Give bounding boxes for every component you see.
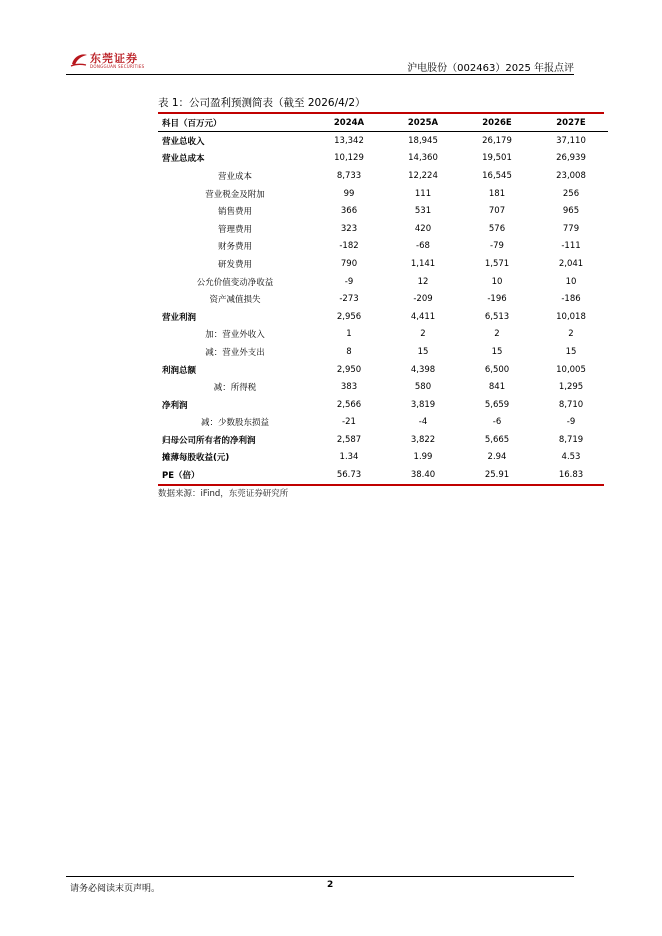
table-cell: 38.40 [410, 470, 436, 481]
row-label: 营业成本 [217, 171, 252, 182]
table-row [158, 396, 608, 414]
row-label: 加：营业外收入 [205, 330, 265, 341]
table-cell: 15 [491, 346, 503, 357]
table-cell: 16.83 [558, 470, 584, 481]
table-cell: 2,950 [336, 364, 362, 375]
table-cell: -209 [413, 294, 433, 305]
table-cell: 420 [414, 223, 432, 234]
row-label: 减：所得税 [213, 383, 257, 394]
table-cell: 2 [420, 329, 426, 340]
table-cell: 99 [343, 188, 355, 199]
table-cell: 8,733 [336, 170, 362, 181]
table-cell: 531 [414, 206, 432, 217]
table-cell: 2,587 [336, 434, 362, 445]
header-divider [66, 74, 574, 75]
row-label: 净利润 [162, 400, 188, 411]
table-cell: 2,566 [336, 399, 362, 410]
table-cell: -186 [561, 294, 581, 305]
table-row [158, 343, 608, 361]
table-cell: 111 [414, 188, 432, 199]
forecast-table [158, 114, 608, 484]
table-row [158, 150, 608, 168]
row-label: 公允价值变动净收益 [196, 277, 274, 288]
table-cell: 790 [340, 258, 358, 269]
table-bottom-rule [158, 484, 604, 486]
table-cell: 26,179 [482, 135, 512, 146]
table-row [158, 220, 608, 238]
row-label: 营业利润 [162, 312, 197, 323]
table-cell: -4 [418, 417, 428, 428]
table-body [158, 132, 608, 484]
table-cell: 26,939 [556, 153, 586, 164]
logo-text: 东莞证券 [90, 52, 138, 65]
report-title: 沪电股份（002463）2025 年报点评 [407, 63, 574, 74]
table-cell: -182 [339, 241, 359, 252]
row-label: 营业总成本 [162, 154, 205, 165]
data-source-note: 数据来源：iFind，东莞证券研究所 [158, 489, 289, 499]
table-cell: 6,513 [484, 311, 510, 322]
table-cell: 56.73 [336, 470, 362, 481]
table-cell: 181 [488, 188, 506, 199]
table-cell: 2.94 [487, 452, 507, 463]
table-cell: 10,018 [556, 311, 586, 322]
table-cell: 19,501 [482, 153, 512, 164]
table-cell: 5,665 [484, 434, 510, 445]
table-cell: 12,224 [408, 170, 438, 181]
footer-disclaimer: 请务必阅读末页声明。 [70, 884, 161, 894]
table-row [158, 167, 608, 185]
table-cell: 3,819 [410, 399, 436, 410]
row-label: 研发费用 [217, 259, 252, 270]
table-cell: -9 [344, 276, 354, 287]
column-header: 2026E [460, 114, 534, 132]
column-header: 2025A [386, 114, 460, 132]
logo-subtext: DONGGUAN SECURITIES [90, 64, 145, 69]
table-cell: 10 [491, 276, 503, 287]
table-cell: 8,719 [558, 434, 584, 445]
table-cell: 1.99 [413, 452, 433, 463]
logo-swoosh-icon [70, 52, 88, 68]
row-label: 利润总额 [162, 365, 197, 376]
table-row [158, 273, 608, 291]
table-cell: -21 [342, 417, 356, 428]
table-cell: 383 [340, 382, 358, 393]
table-cell: 4,398 [410, 364, 436, 375]
table-cell: 580 [414, 382, 432, 393]
forecast-table-container [158, 112, 604, 486]
table-cell: -68 [416, 241, 430, 252]
table-cell: 366 [340, 206, 358, 217]
table-cell: 576 [488, 223, 506, 234]
table-cell: -111 [561, 241, 581, 252]
table-cell: -9 [566, 417, 576, 428]
column-header: 科目（百万元） [158, 114, 312, 132]
table-cell: 5,659 [484, 399, 510, 410]
table-cell: 2 [494, 329, 500, 340]
table-cell: 1,141 [410, 258, 436, 269]
footer-divider [66, 876, 574, 877]
table-cell: 4,411 [410, 311, 436, 322]
company-logo [70, 50, 150, 72]
table-cell: 37,110 [556, 135, 586, 146]
table-row [158, 132, 608, 150]
column-header: 2027E [534, 114, 608, 132]
table-row [158, 361, 608, 379]
table-row [158, 378, 608, 396]
table-cell: 1,571 [484, 258, 510, 269]
table-cell: 2,956 [336, 311, 362, 322]
page-number: 2 [327, 880, 334, 890]
table-header-row [158, 114, 608, 132]
table-title: 表 1：公司盈利预测简表（截至 2026/4/2） [158, 97, 366, 109]
table-row [158, 326, 608, 344]
table-cell: 13,342 [334, 135, 364, 146]
table-cell: 256 [562, 188, 580, 199]
table-cell: 8 [346, 346, 352, 357]
table-cell: 15 [417, 346, 429, 357]
row-label: 营业税金及附加 [205, 189, 265, 200]
table-row [158, 202, 608, 220]
table-cell: -196 [487, 294, 507, 305]
table-cell: 10,005 [556, 364, 586, 375]
table-cell: -273 [339, 294, 359, 305]
row-label: 归母公司所有者的净利润 [162, 435, 256, 446]
table-cell: 23,008 [556, 170, 586, 181]
row-label: 销售费用 [217, 207, 252, 218]
table-cell: 15 [565, 346, 577, 357]
row-label: PE（倍） [162, 471, 200, 482]
table-cell: 3,822 [410, 434, 436, 445]
table-cell: 779 [562, 223, 580, 234]
table-cell: 6,500 [484, 364, 510, 375]
table-cell: 25.91 [484, 470, 510, 481]
table-cell: 14,360 [408, 153, 438, 164]
table-cell: 2,041 [558, 258, 584, 269]
table-cell: 8,710 [558, 399, 584, 410]
table-cell: 707 [488, 206, 506, 217]
table-cell: 16,545 [482, 170, 512, 181]
table-cell: 965 [562, 206, 580, 217]
table-cell: 10 [565, 276, 577, 287]
row-label: 摊薄每股收益(元) [162, 453, 230, 464]
table-cell: 1,295 [558, 382, 584, 393]
row-label: 财务费用 [217, 242, 252, 253]
table-row [158, 185, 608, 203]
table-cell: -79 [490, 241, 504, 252]
table-row [158, 238, 608, 256]
table-cell: 841 [488, 382, 506, 393]
table-cell: 323 [340, 223, 358, 234]
row-label: 减：少数股东损益 [200, 418, 269, 429]
table-row [158, 290, 608, 308]
table-cell: 2 [568, 329, 574, 340]
row-label: 资产减值损失 [209, 295, 261, 306]
row-label: 营业总收入 [162, 136, 205, 147]
table-row [158, 308, 608, 326]
row-label: 减：营业外支出 [205, 347, 265, 358]
table-cell: 1.34 [339, 452, 359, 463]
table-cell: 12 [417, 276, 429, 287]
column-header: 2024A [312, 114, 386, 132]
table-row [158, 255, 608, 273]
row-label: 管理费用 [217, 224, 252, 235]
table-cell: 1 [346, 329, 352, 340]
table-row [158, 466, 608, 484]
table-row [158, 449, 608, 467]
table-cell: -6 [492, 417, 502, 428]
table-row [158, 431, 608, 449]
table-cell: 4.53 [561, 452, 581, 463]
table-cell: 10,129 [334, 153, 364, 164]
table-cell: 18,945 [408, 135, 438, 146]
table-row [158, 414, 608, 432]
